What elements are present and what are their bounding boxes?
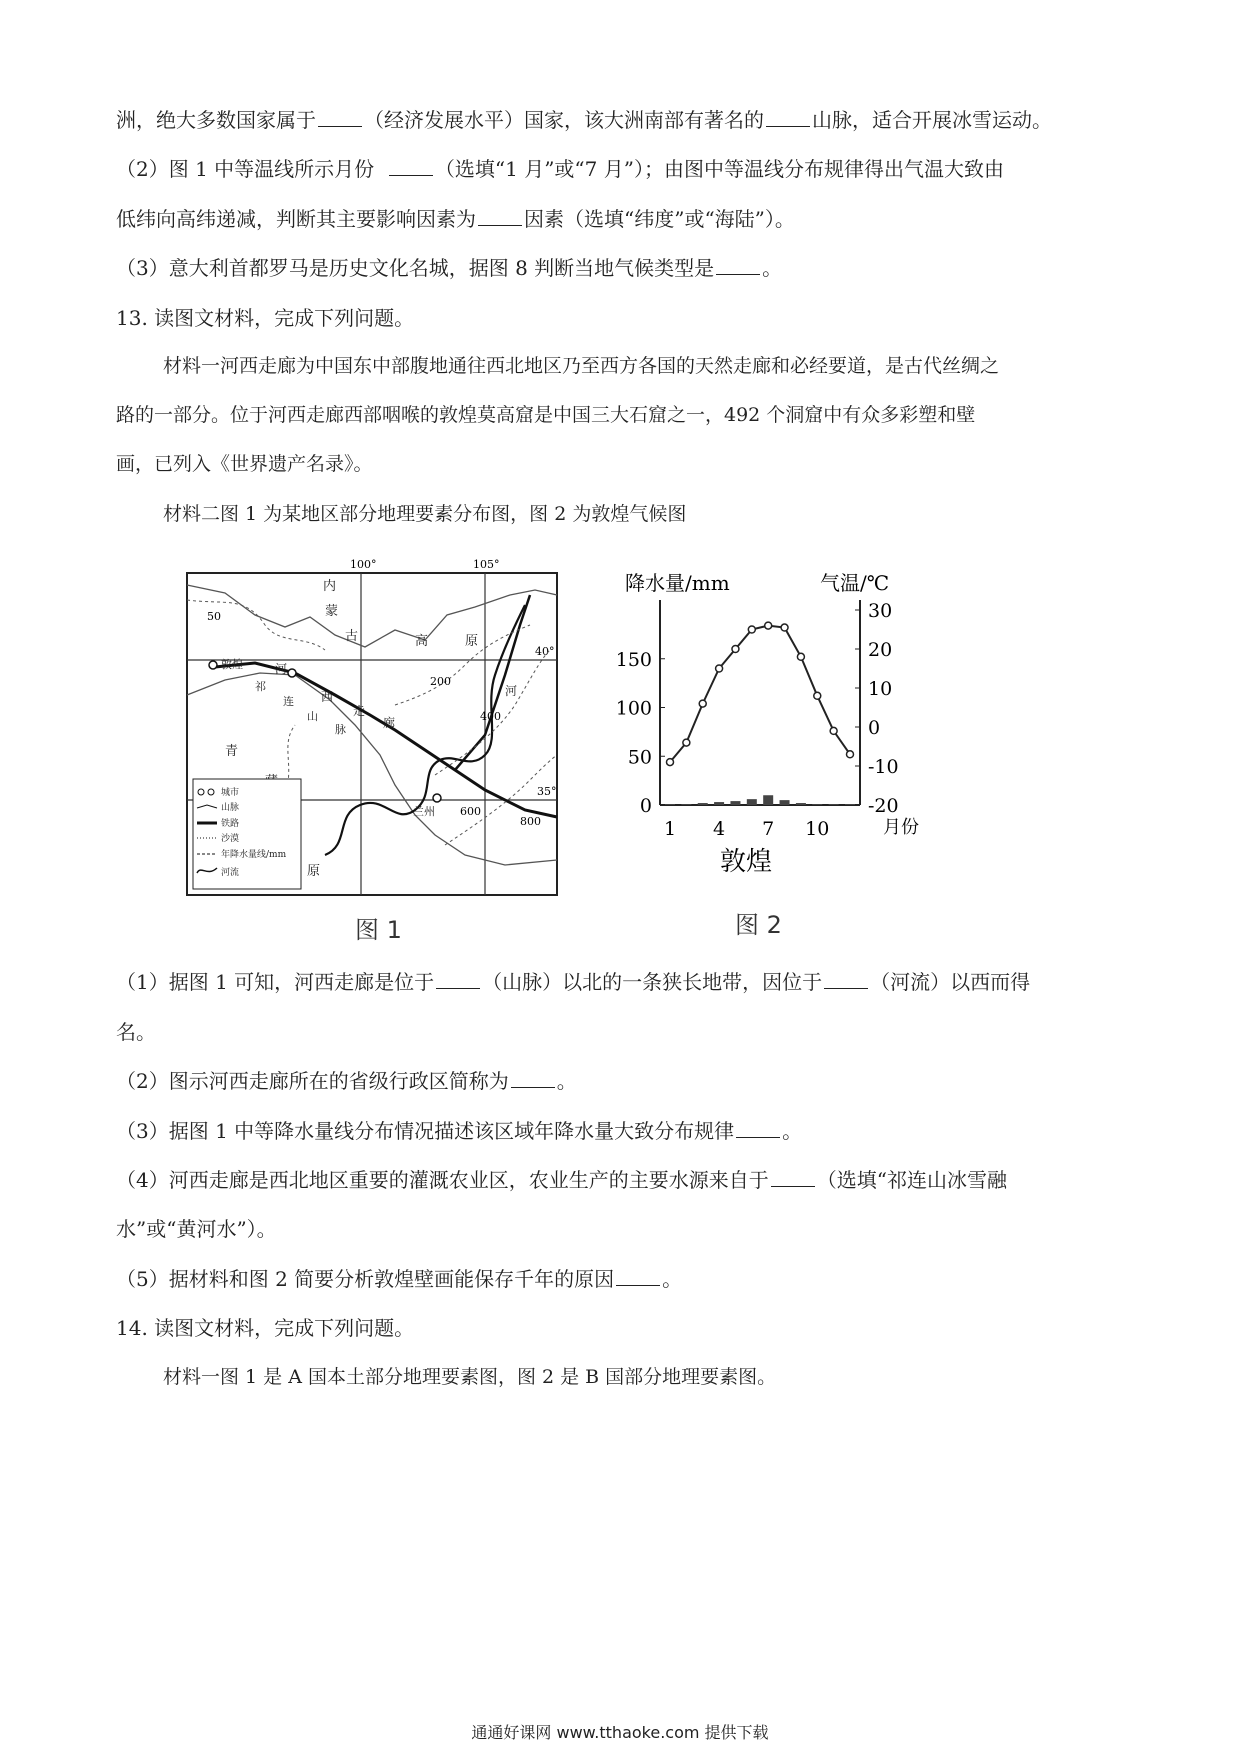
question-14-title: 14. 读图文材料，完成下列问题。: [116, 1316, 415, 1340]
text: （2）图示河西走廊所在的省级行政区简称为: [116, 1069, 509, 1093]
material-2: 材料二图 1 为某地区部分地理要素分布图，图 2 为敦煌气候图: [163, 503, 687, 525]
lon-label: 100°: [350, 558, 377, 571]
question-13-title: 13. 读图文材料，完成下列问题。: [116, 306, 415, 330]
temperature-point: [797, 653, 804, 660]
place-name: 内: [323, 579, 337, 594]
answer-blank[interactable]: [736, 1119, 780, 1138]
legend-label: 山脉: [221, 803, 240, 813]
y-axis-right-label: 气温/℃: [820, 571, 890, 595]
temperature-point: [847, 751, 854, 758]
precip-bar: [763, 795, 773, 805]
answer-blank[interactable]: [389, 157, 433, 176]
text: （2）图 1 中等温线所示月份: [116, 157, 375, 181]
text: 山脉，适合开展冰雪运动。: [812, 108, 1052, 132]
figure-1-caption: 图 1: [355, 916, 402, 944]
chart-title: 敦煌: [720, 847, 773, 877]
text: （4）河西走廊是西北地区重要的灌溉农业区，农业生产的主要水源来自于: [116, 1168, 769, 1192]
answer-blank[interactable]: [716, 256, 760, 275]
precip-bar: [829, 804, 839, 805]
place-name: 高: [415, 634, 429, 649]
temperature-point: [716, 665, 723, 672]
figure-2-caption: 图 2: [735, 911, 782, 939]
legend-label: 年降水量线/mm: [221, 850, 287, 860]
climate-chart-figure-2: [605, 560, 925, 880]
x-tick-label: 4: [713, 818, 726, 840]
temperature-point: [683, 739, 690, 746]
precip-bar: [780, 800, 790, 805]
answer-blank[interactable]: [616, 1267, 660, 1286]
text-line-2: [116, 155, 1004, 183]
temperature-point: [732, 646, 739, 653]
answer-blank[interactable]: [478, 207, 522, 226]
isoline-label: 600: [460, 805, 481, 818]
temperature-point: [781, 624, 788, 631]
legend-label: 铁路: [221, 819, 240, 829]
subq-1: [116, 968, 1030, 996]
text: 。: [782, 1119, 803, 1143]
place-name: 兰州: [413, 805, 435, 818]
subq-4-cont: 水”或“黄河水”）。: [116, 1217, 277, 1241]
subq-3: [116, 1117, 802, 1145]
text: （山脉）以北的一条狭长地带，因位于: [482, 970, 823, 994]
temperature-line: [670, 626, 850, 763]
precip-bar: [714, 802, 724, 805]
precip-bar: [681, 804, 691, 805]
temperature-point: [699, 700, 706, 707]
isoline-label: 50: [207, 610, 221, 623]
x-axis-label: 月份: [883, 817, 919, 838]
isoline-label: 400: [480, 710, 501, 723]
place-name: 青: [225, 744, 239, 759]
isoline-label: 800: [520, 815, 541, 828]
temperature-point: [748, 626, 755, 633]
precip-bar: [730, 801, 740, 805]
city-marker: [288, 669, 296, 677]
answer-blank[interactable]: [318, 108, 362, 127]
subq-2: [116, 1067, 577, 1095]
page-footer: 通通好课网 www.tthaoke.com 提供下载: [471, 1723, 769, 1742]
answer-blank[interactable]: [436, 970, 480, 989]
y-axis-left-label: 降水量/mm: [625, 571, 730, 595]
temperature-point: [830, 727, 837, 734]
text: 洲，绝大多数国家属于: [116, 108, 316, 132]
city-marker: [433, 794, 441, 802]
y-tick-label-left: 50: [627, 746, 652, 769]
material-14: 材料一图 1 是 A 国本土部分地理要素图，图 2 是 B 国部分地理要素图。: [163, 1366, 777, 1388]
text: （5）据材料和图 2 简要分析敦煌壁画能保存千年的原因: [116, 1267, 615, 1291]
text-line-4: [116, 254, 782, 282]
temperature-point: [814, 692, 821, 699]
text: 。: [762, 256, 783, 280]
place-name: 古: [345, 629, 359, 644]
precip-bar: [747, 799, 757, 805]
y-tick-label-right: 10: [868, 678, 893, 700]
answer-blank[interactable]: [824, 970, 868, 989]
text: （选填“祁连山冰雪融: [816, 1168, 1007, 1192]
y-tick-label-right: -20: [868, 795, 899, 817]
legend-label: 河流: [221, 868, 240, 878]
place-name: 祁: [255, 680, 266, 693]
text: （河流）以西而得: [870, 970, 1031, 994]
text: 低纬向高纬递减，判断其主要影响因素为: [116, 207, 476, 231]
answer-blank[interactable]: [511, 1069, 555, 1088]
text-line-3: [116, 205, 795, 233]
y-tick-label-left: 0: [639, 795, 652, 817]
text: （经济发展水平）国家，该大洲南部有著名的: [364, 108, 764, 132]
x-tick-label: 1: [663, 818, 677, 840]
text-line-1: [116, 106, 1052, 134]
place-name: 连: [283, 695, 294, 708]
place-name: 河: [275, 662, 288, 676]
place-name: 敦煌: [221, 658, 243, 671]
text: （1）据图 1 可知，河西走廊是位于: [116, 970, 435, 994]
material-1-line-2: 路的一部分。位于河西走廊西部咽喉的敦煌莫高窟是中国三大石窟之一，492 个洞窟中有众多彩塑和壁: [116, 404, 976, 426]
precip-bar: [845, 804, 855, 805]
y-tick-label-left: 100: [615, 697, 652, 720]
y-tick-label-right: 20: [868, 639, 893, 661]
text: 因素（选填“纬度”或“海陆”）。: [524, 207, 795, 231]
temperature-point: [765, 622, 772, 629]
answer-blank[interactable]: [766, 108, 810, 127]
lat-label: 40°: [535, 645, 555, 658]
subq-4: [116, 1166, 1007, 1194]
subq-1-cont: 名。: [116, 1020, 156, 1044]
y-tick-label-right: -10: [868, 756, 899, 778]
lon-label: 105°: [473, 558, 500, 571]
y-tick-label-left: 150: [615, 648, 652, 671]
place-name: 原: [465, 634, 479, 649]
y-tick-label-right: 0: [868, 717, 881, 739]
place-name: 脉: [335, 723, 346, 736]
legend-label: 城市: [221, 788, 240, 798]
city-marker: [209, 661, 217, 669]
map-legend: [193, 779, 301, 889]
place-name: 廊: [383, 716, 396, 730]
subq-5: [116, 1265, 682, 1293]
place-name: 河: [505, 684, 518, 698]
place-name: 山: [307, 710, 318, 723]
text: 。: [662, 1267, 683, 1291]
material-1-line-1: 材料一河西走廊为中国东中部腹地通往西北地区乃至西方各国的天然走廊和必经要道，是古代丝绸之: [163, 355, 1000, 377]
x-tick-label: 7: [762, 818, 775, 840]
lat-label: 35°: [537, 785, 557, 798]
text: 。: [556, 1069, 577, 1093]
temperature-point: [667, 759, 674, 766]
text: （选填“1 月”或“7 月”）；由图中等温线分布规律得出气温大致由: [434, 157, 1004, 181]
x-tick-label: 10: [805, 818, 830, 840]
precip-bar: [812, 804, 822, 805]
precip-bar: [796, 803, 806, 805]
answer-blank[interactable]: [771, 1168, 815, 1187]
text: （3）意大利首都罗马是历史文化名城，据图 8 判断当地气候类型是: [116, 256, 715, 280]
place-name: 西: [321, 690, 334, 704]
y-tick-label-right: 30: [868, 600, 893, 622]
place-name: 原: [307, 864, 321, 879]
place-name: 蒙: [325, 604, 339, 619]
isoline-label: 200: [430, 675, 451, 688]
text: （3）据图 1 中等降水量线分布情况描述该区域年降水量大致分布规律: [116, 1119, 735, 1143]
place-name: 走: [353, 704, 366, 718]
precip-bar: [665, 804, 675, 805]
precip-bar: [698, 803, 708, 805]
map-figure-1: [185, 555, 565, 915]
material-1-line-3: 画，已列入《世界遗产名录》。: [116, 453, 373, 475]
legend-label: 沙漠: [221, 834, 240, 844]
